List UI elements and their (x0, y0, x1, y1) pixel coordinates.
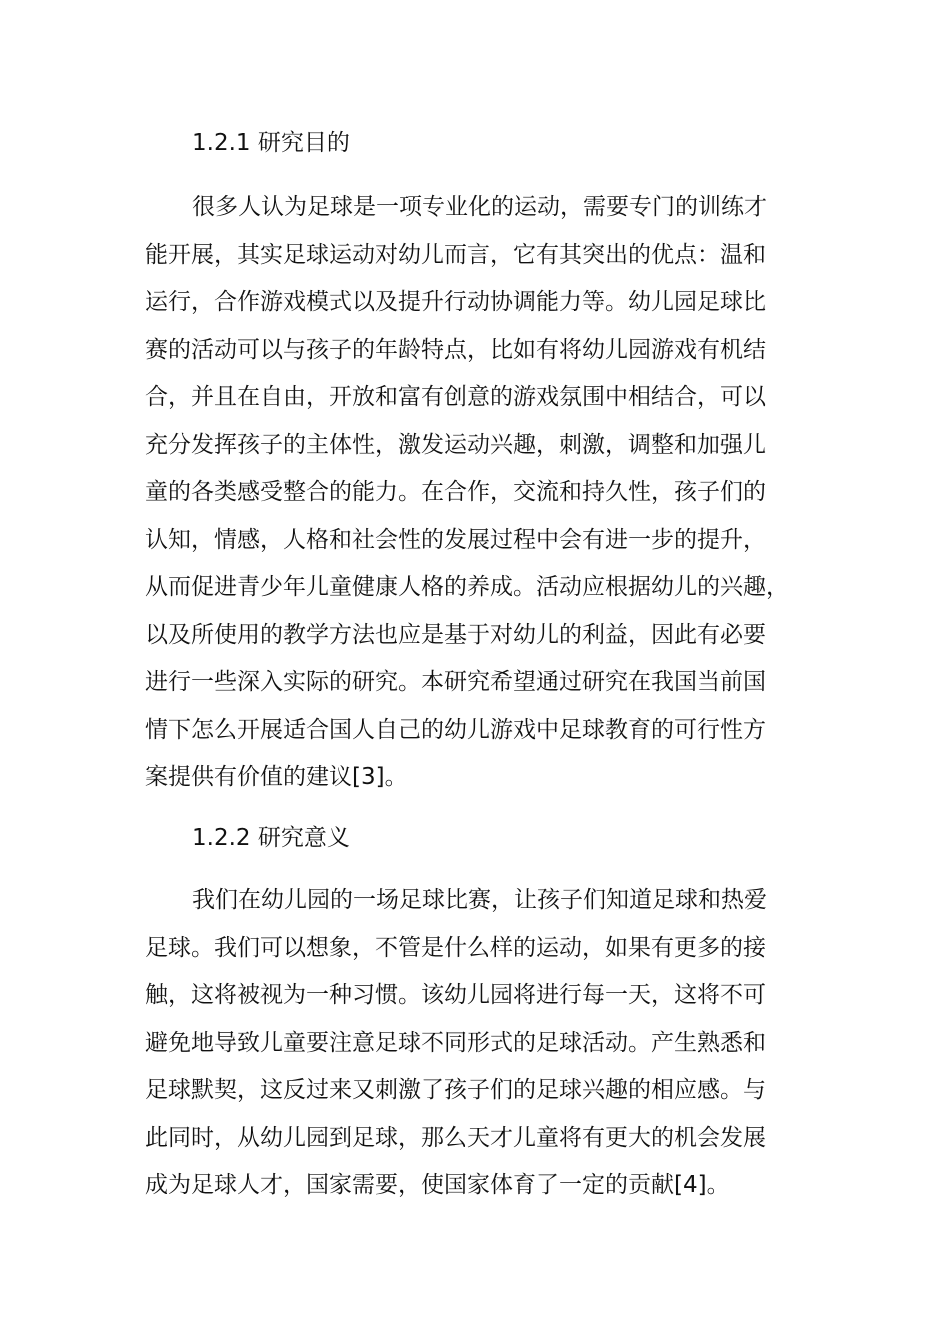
text-line: 赛的活动可以与孩子的年龄特点，比如有将幼儿园游戏有机结 (145, 336, 766, 363)
text-line: 足球。我们可以想象，不管是什么样的运动，如果有更多的接 (145, 934, 766, 961)
text-line: 充分发挥孩子的主体性，激发运动兴趣，刺激，调整和加强儿 (145, 431, 766, 458)
text-line: 以及所使用的教学方法也应是基于对幼儿的利益，因此有必要 (145, 621, 766, 648)
text-line: 案提供有价值的建议[3]。 (145, 764, 408, 790)
text-line: 合，并且在自由，开放和富有创意的游戏氛围中相结合，可以 (145, 384, 766, 410)
text-line: 认知，情感，人格和社会性的发展过程中会有进一步的提升， (145, 526, 766, 553)
text-line: 避免地导致儿童要注意足球不同形式的足球活动。产生熟悉和 (145, 1029, 766, 1056)
text-line: 触，这将被视为一种习惯。该幼儿园将进行每一天，这将不可 (145, 982, 766, 1008)
text-line: 很多人认为足球是一项专业化的运动，需要专门的训练才 (192, 194, 767, 220)
text-line: 我们在幼儿园的一场足球比赛，让孩子们知道足球和热爱 (192, 887, 767, 913)
text-line: 成为足球人才，国家需要，使国家体育了一定的贡献[4]。 (145, 1172, 730, 1198)
section-heading-research-significance: 1.2.2 研究意义 (192, 825, 350, 851)
text-line: 能开展，其实足球运动对幼儿而言，它有其突出的优点：温和 (145, 241, 766, 268)
text-line: 从而促进青少年儿童健康人格的养成。活动应根据幼儿的兴趣， (145, 574, 789, 600)
text-line: 此同时，从幼儿园到足球，那么天才儿童将有更大的机会发展 (145, 1124, 766, 1151)
text-line: 足球默契，这反过来又刺激了孩子们的足球兴趣的相应感。与 (145, 1077, 766, 1103)
text-line: 童的各类感受整合的能力。在合作，交流和持久性，孩子们的 (145, 479, 766, 505)
paragraph-research-significance (145, 877, 805, 1210)
text-line: 情下怎么开展适合国人自己的幼儿游戏中足球教育的可行性方 (145, 716, 766, 743)
text-line: 运行，合作游戏模式以及提升行动协调能力等。幼儿园足球比 (145, 289, 766, 315)
section-heading-research-purpose: 1.2.1 研究目的 (192, 130, 350, 156)
text-line: 进行一些深入实际的研究。本研究希望通过研究在我国当前国 (145, 669, 766, 695)
paragraph-research-purpose (145, 184, 805, 802)
